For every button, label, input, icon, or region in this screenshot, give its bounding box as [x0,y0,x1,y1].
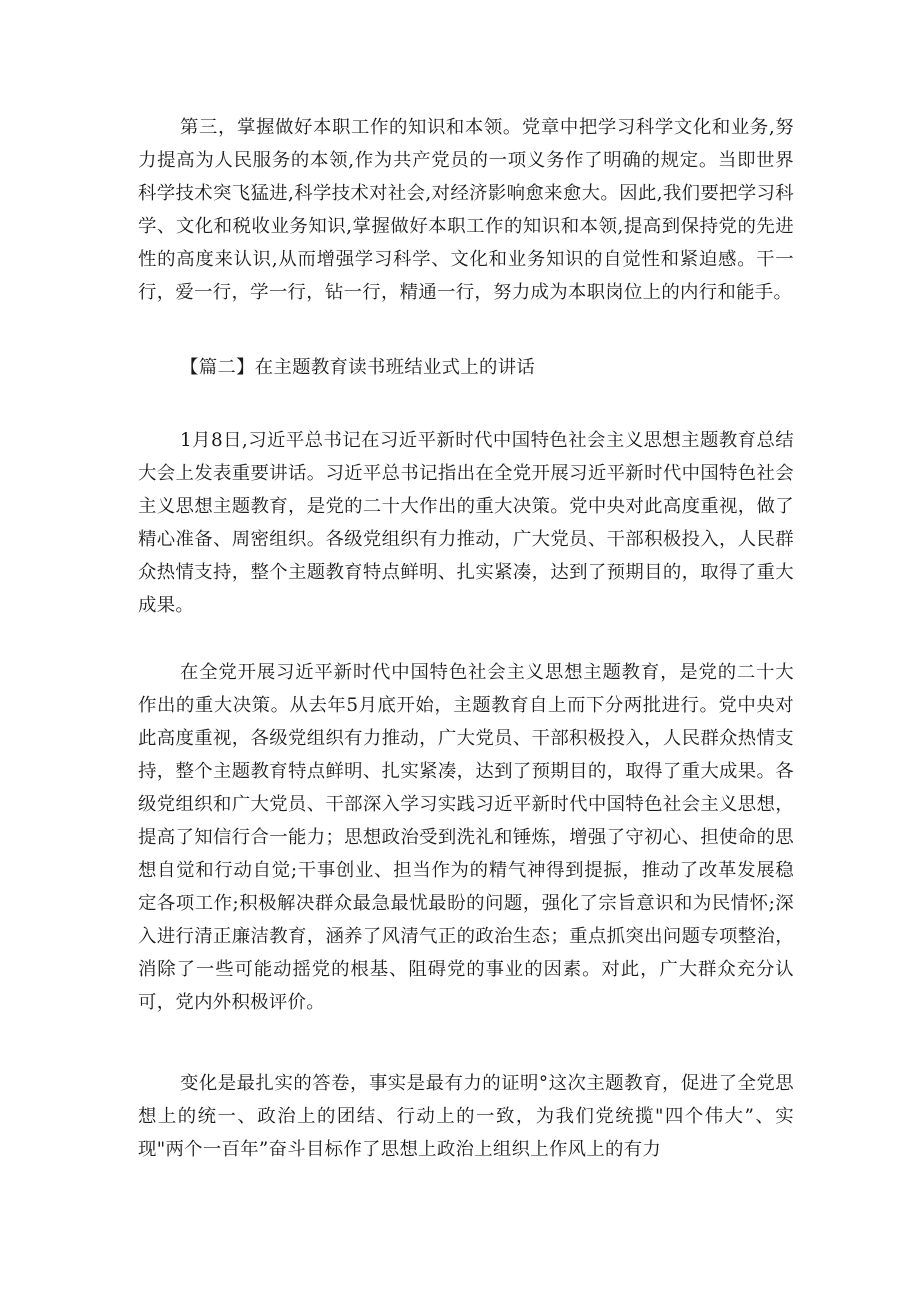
section-heading: 【篇二】在主题教育读书班结业式上的讲话 [180,357,536,378]
paragraph-changes: 变化是最扎实的答卷，事实是最有力的证明°这次主题教育，促进了全党思想上的统一、政治上的团结、行动上的一致，为我们党统揽"四个伟大”、实现"两个一百年”奋斗目标作了思想上政治上组织上作风上的有力 [138,1073,794,1160]
paragraph-education-results: 在全党开展习近平新时代中国特色社会主义思想主题教育，是党的二十大作出的重大决策。从去年5月底开始，主题教育自上而下分两批进行。党中央对此高度重视，各级党组织有力推动，广大党员、干部积极投入，人民群众热情支持，整个主题教育特点鲜明、扎实紧凑，达到了预期目的，取得了重大成果。各级党组织和广大党员、干部深入学习实践习近平新时代中国特色社会主义思想，提高了知信行合一能力；思想政治受到洗礼和锤炼，增强了守初心、担使命的思想自觉和行动自觉;干事创业、担当作为的精气神得到提振，推动了改革发展稳定各项工作;积极解决群众最急最忧最盼的问题，强化了宗旨意识和为民情怀;深入进行清正廉洁教育，涵养了风清气正的政治生态；重点抓突出问题专项整治，消除了一些可能动摇党的根基、阻碍党的事业的因素。对此，广大群众充分认可，党内外积极评价。 [138,662,794,1013]
paragraph-duty-knowledge: 第三，掌握做好本职工作的知识和本领。党章中把学习科学文化和业务,努力提高为人民服务的本领,作为共产党员的一项义务作了明确的规定。当即世界科学技术突飞猛进,科学技术对社会,对经济影响愈来愈大。因此,我们要把学习科学、文化和税收业务知识,掌握做好本职工作的知识和本领,提高到保持党的先进性的高度来认识,从而增强学习科学、文化和业务知识的自觉性和紧迫感。干一行，爱一行，学一行，钻一行，精通一行，努力成为本职岗位上的内行和能手。 [138,117,794,303]
paragraph-summary-speech: 1月8日,习近平总书记在习近平新时代中国特色社会主义思想主题教育总结大会上发表重要讲话。习近平总书记指出在全党开展习近平新时代中国特色社会主义思想主题教育，是党的二十大作出的重大决策。党中央对此高度重视，做了精心准备、周密组织。各级党组织有力推动，广大党员、干部积极投入，人民群众热情支持，整个主题教育特点鲜明、扎实紧凑，达到了预期目的，取得了重大成果。 [138,430,794,616]
